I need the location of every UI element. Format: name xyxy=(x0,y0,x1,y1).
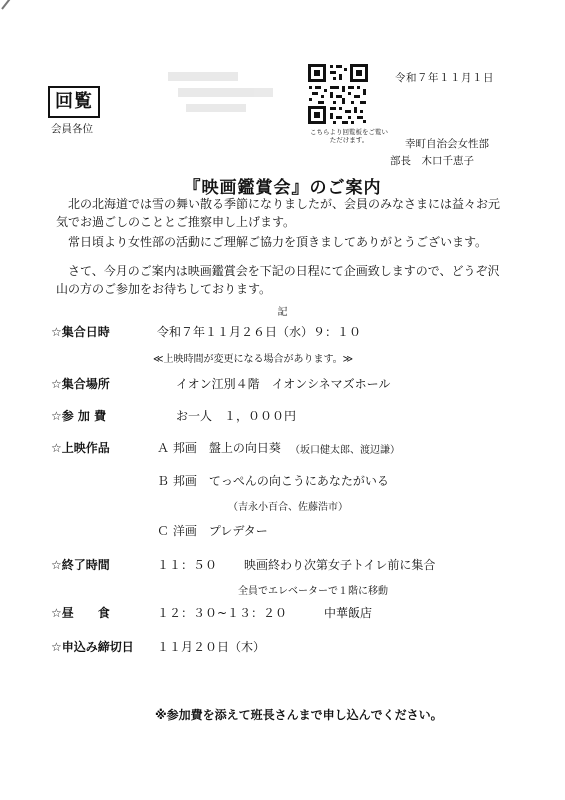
qr-code[interactable] xyxy=(306,62,370,126)
qr-caption: こちらより回覧板をご覧いただけます。 xyxy=(310,128,388,144)
deadline-label: ☆申込み締切日 xyxy=(51,640,134,654)
film-c: Ｃ 洋画 プレデター xyxy=(157,524,268,538)
closing-note: ※参加費を添えて班長さんまで申し込んでください。 xyxy=(155,708,443,722)
page-title: 『映画鑑賞会』のご案内 xyxy=(183,178,382,198)
lunch-label: ☆昼 食 xyxy=(51,606,110,620)
film-b: Ｂ 邦画 てっぺんの向こうにあなたがいる xyxy=(157,474,389,488)
bleed-through-shadow xyxy=(168,70,278,115)
end-time-label: ☆終了時間 xyxy=(51,558,110,572)
fee-value: お一人 １，０００円 xyxy=(176,409,297,423)
department-head: 部長 木口千恵子 xyxy=(390,155,474,167)
fee-label: ☆参 加 費 xyxy=(51,409,107,423)
organization: 幸町自治会女性部 xyxy=(405,138,489,150)
ki-marker: 記 xyxy=(277,307,288,318)
film-a-cast: （坂口健太郎、渡辺謙） xyxy=(290,445,400,456)
meet-time-label: ☆集合日時 xyxy=(51,325,110,339)
greeting-paragraph: 北の北海道では雪の舞い散る季節になりましたが、会員のみなさまには益々お元気でお過ごしのこととご推察申し上げます。 xyxy=(56,197,501,229)
thanks-paragraph: 常日頃より女性部の活動にご理解ご協力を頂きましてありがとうございます。 xyxy=(56,235,488,249)
lunch-place: 中華飯店 xyxy=(324,606,373,620)
lunch-time: １２：３０~１３：２０ xyxy=(157,606,288,620)
place-label: ☆集合場所 xyxy=(51,377,110,391)
kairan-stamp: 回覧 xyxy=(48,86,100,118)
end-note: 全員でエレベーターで１階に移動 xyxy=(238,586,388,597)
meet-time-note: ≪上映時間が変更になる場合があります。≫ xyxy=(153,354,354,365)
end-time: １１：５０ xyxy=(157,558,218,572)
films-label: ☆上映作品 xyxy=(51,441,110,455)
issue-date: 令和７年１１月１日 xyxy=(395,72,494,84)
film-b-cast: （吉永小百合、佐藤浩市） xyxy=(228,502,348,513)
place-value: イオン江別４階 イオンシネマズホール xyxy=(176,377,391,391)
film-a: Ａ 邦画 盤上の向日葵 xyxy=(157,441,281,455)
invitation-paragraph: さて、今月のご案内は映画鑑賞会を下記の日程にて企画致しますので、どうぞ沢山の方のご参加をお待ちしております。 xyxy=(56,264,500,296)
meet-time-value: 令和７年１１月２６日（水）９：１０ xyxy=(157,325,362,339)
deadline-value: １１月２０日（木） xyxy=(157,640,266,654)
addressee: 会員各位 xyxy=(51,123,93,135)
pen-mark xyxy=(1,0,16,10)
end-meeting-point: 映画終わり次第女子トイレ前に集合 xyxy=(244,558,436,572)
